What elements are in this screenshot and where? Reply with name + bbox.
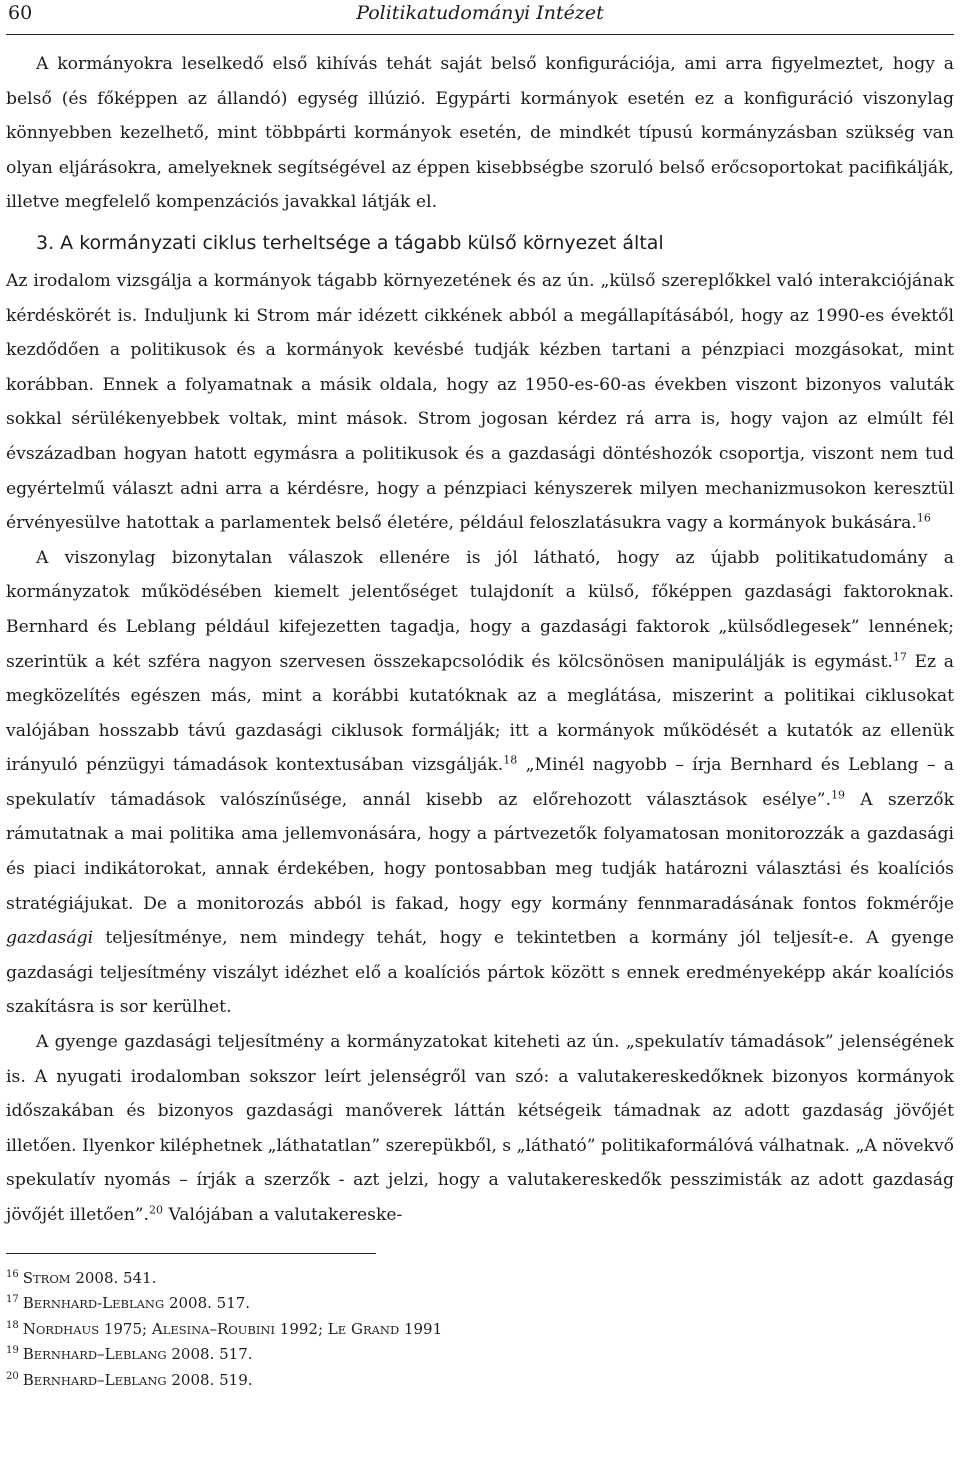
footnote-18 [6,1317,954,1343]
paragraph-2 [6,264,954,541]
footnote-17 [6,1291,954,1317]
footnote-divider [6,1253,376,1254]
footnote-citation-part: 2008. 541. [70,1268,157,1287]
footnote-citation-part: LESINA [162,1322,210,1337]
section-heading-text: 3. A kormányzati ciklus terheltsége a tágabb külső környezet által [36,231,664,254]
footnote-citation-part: -L [97,1294,113,1313]
paragraph-4 [6,1025,954,1233]
footnote-citation-part: –L [97,1370,115,1389]
footnote-citation-part: B [22,1294,34,1313]
footnote-citation-part: 2008. 517. [164,1294,251,1313]
footnote-citation-part: G [346,1319,363,1338]
footnote-citation-part: 1992; L [275,1319,338,1338]
footnote-citation-part: EBLANG [112,1297,165,1312]
footnotes [6,1266,954,1394]
footnote-ref-20[interactable]: 20 [149,1203,164,1217]
paragraph-3-italic: gazdasági [6,928,94,949]
footnote-ref-17[interactable]: 17 [892,649,907,663]
footnote-citation-part: N [22,1319,36,1338]
page-number: 60 [8,2,33,24]
paragraph-4-text-b: Valójában a valutakereske- [163,1205,403,1225]
paragraph-1: A kormányokra leselkedő első kihívás tehát saját belső konfigurációja, ami arra figyelmeztet, hogy a belső (és főképpen az állandó) egység illúzió. Egypárti kormányok esetén ez a konfiguráció viszonylag könnyebben kezelhető, mint többpárti kormányok esetén, de mindkét típusú kormányzásban szükség van olyan eljárásokra, amelyeknek segítségével az éppen kisebbségbe szoruló belső erőcsoportokat pacifikálják, illetve megfelelő kompenzációs javakkal látják el. [6,54,954,213]
footnote-ref-18[interactable]: 18 [503,753,518,767]
footnote-citation-part: 1991 [399,1319,443,1338]
footnote-citation-part: E [337,1322,347,1337]
paragraph-2-text: Az irodalom vizsgálja a kormányok tágabb környezetének és az ún. „külső szereplőkkel való interakciójának kérdéskörét is. Induljunk ki Strom már idézett cikkének abból a megállapításából, hogy az 1990-es évektől kezdődően a politikusok és a kormányok kevésbé tudják kézben tartani a pénzpiaci mozgásokat, mint korábban. Ennek a folyamatnak a másik oldala, hogy az 1950-es-60-as években viszont bizonyos valuták sokkal sérülékenyebbek voltak, mint mások. Strom jogosan kérdez rá arra is, hogy vajon az elmúlt fél évszázadban hogyan hatott egymásra a politikusok és a gazdasági döntéshozók csoportja, viszont nem tud egyértelmű választ adni arra a kérdésre, hogy a pénzpiaci kényszerek milyen mechanizmusokon keresztül érvényesülve hatottak a parlamentek belső életére, például feloszlatásukra vagy a kormányok bukására. [6,270,954,534]
footnote-citation-part: EBLANG [114,1373,167,1388]
footnote-citation-part: OUBINI [228,1322,276,1337]
footnote-citation-part: ERNHARD [33,1348,98,1363]
footnote-number: 16 [6,1268,19,1280]
paragraph-3-text-a: A viszonylag bizonytalan válaszok ellenére is jól látható, hogy az újabb politikatudomány a kormányzatok működésében kiemelt jelentőséget tulajdonít a külső, főképpen gazdasági faktoroknak. Bernhard és Leblang például kifejezetten tagadja, hogy a gazdasági faktorok „külsődlegesek” lennének; szerintük a két szféra nagyon szervesen összekapcsolódik és kölcsönösen manipulálják is egymást. [6,547,954,672]
footnote-number: 20 [6,1370,19,1382]
footnote-citation-part: RAND [362,1322,400,1337]
paragraph-3-text-b: Ez a megközelítés egészen más, mint a korábbi kutatóknak az a meglátása, miszerint a politikai ciklusokat valójában hosszabb távú gazdasági ciklusok formálják; itt a kormányok működését a kutatók az ellenük irányuló pénzügyi támadások kontextusában vizsgálják. [6,651,954,776]
footnote-citation-part: EBLANG [114,1348,167,1363]
footnote-citation-part: ORDHAUS [35,1322,100,1337]
footnote-citation-part: –L [97,1345,115,1364]
footnote-citation-part: 2008. 519. [166,1370,253,1389]
footnote-number: 17 [6,1294,19,1306]
footnote-citation-part: 2008. 517. [166,1345,253,1364]
page-header [6,0,954,35]
paragraph-3-text-d: A szerzők rámutatnak a mai politika ama jellemvonására, hogy a pártvezetők folyamatosan monitorozzák a gazdasági és piaci indikátorokat, annak érdekében, hogy pontosabban meg tudják határozni választási és koalíciós stratégiájukat. De a monitorozás abból is fakad, hogy egy kormány fennmaradásának fontos fokmérője [6,789,954,914]
footnote-number: 18 [6,1319,19,1331]
footnote-citation-part: S [22,1268,34,1287]
footnote-citation-part: –R [209,1319,229,1338]
footnote-citation-part: ERNHARD [33,1373,98,1388]
footnote-ref-19[interactable]: 19 [831,788,846,802]
footnote-ref-16[interactable]: 16 [916,511,931,525]
paragraph-3-text-c: „Minél nagyobb – írja Bernhard és Leblang – a spekulatív támadások valószínűsége, annál kisebb az előrehozott választások esélye”. [6,755,954,810]
footnote-20 [6,1368,954,1394]
footnote-citation-part: TROM [33,1271,71,1286]
footnote-citation-part: B [22,1345,34,1364]
running-title: Politikatudományi Intézet [356,2,604,24]
section-heading [6,230,954,256]
footnote-citation-part: B [22,1370,34,1389]
paragraph-4-text-a: A gyenge gazdasági teljesítmény a kormányzatokat kiteheti az ún. „spekulatív támadások” jelenségének is. A nyugati irodalomban sokszor leírt jelenségről van szó: a valutakereskedőknek bizonyos kormányok időszakában és bizonyos gazdasági manőverek láttán kétségeik támadnak az adott gazdaság jövőjét illetően. Ilyenkor kiléphetnek „láthatatlan” szerepükből, s „látható” politikaformálóvá válhatnak. „A növekvő spekulatív nyomás – írják a szerzők - azt jelzi, hogy a valutakereskedők pesszimisták az adott gazdaság jövőjét illetően”. [6,1032,954,1225]
footnote-citation-part: 1975; A [99,1319,163,1338]
footnote-16 [6,1266,954,1292]
paragraph-3 [6,541,954,1025]
footnote-citation-part: ERNHARD [33,1297,98,1312]
footnote-19 [6,1342,954,1368]
paragraph-3-text-f: teljesítménye, nem mindegy tehát, hogy e tekintetben a kormány jól teljesít-e. A gyenge gazdasági teljesítmény viszályt idézhet elő a koalíciós pártok között s ennek eredményeképp akár koalíciós szakításra is sor kerülhet. [6,928,954,1018]
footnote-number: 19 [6,1345,19,1357]
body-text [6,47,954,1233]
